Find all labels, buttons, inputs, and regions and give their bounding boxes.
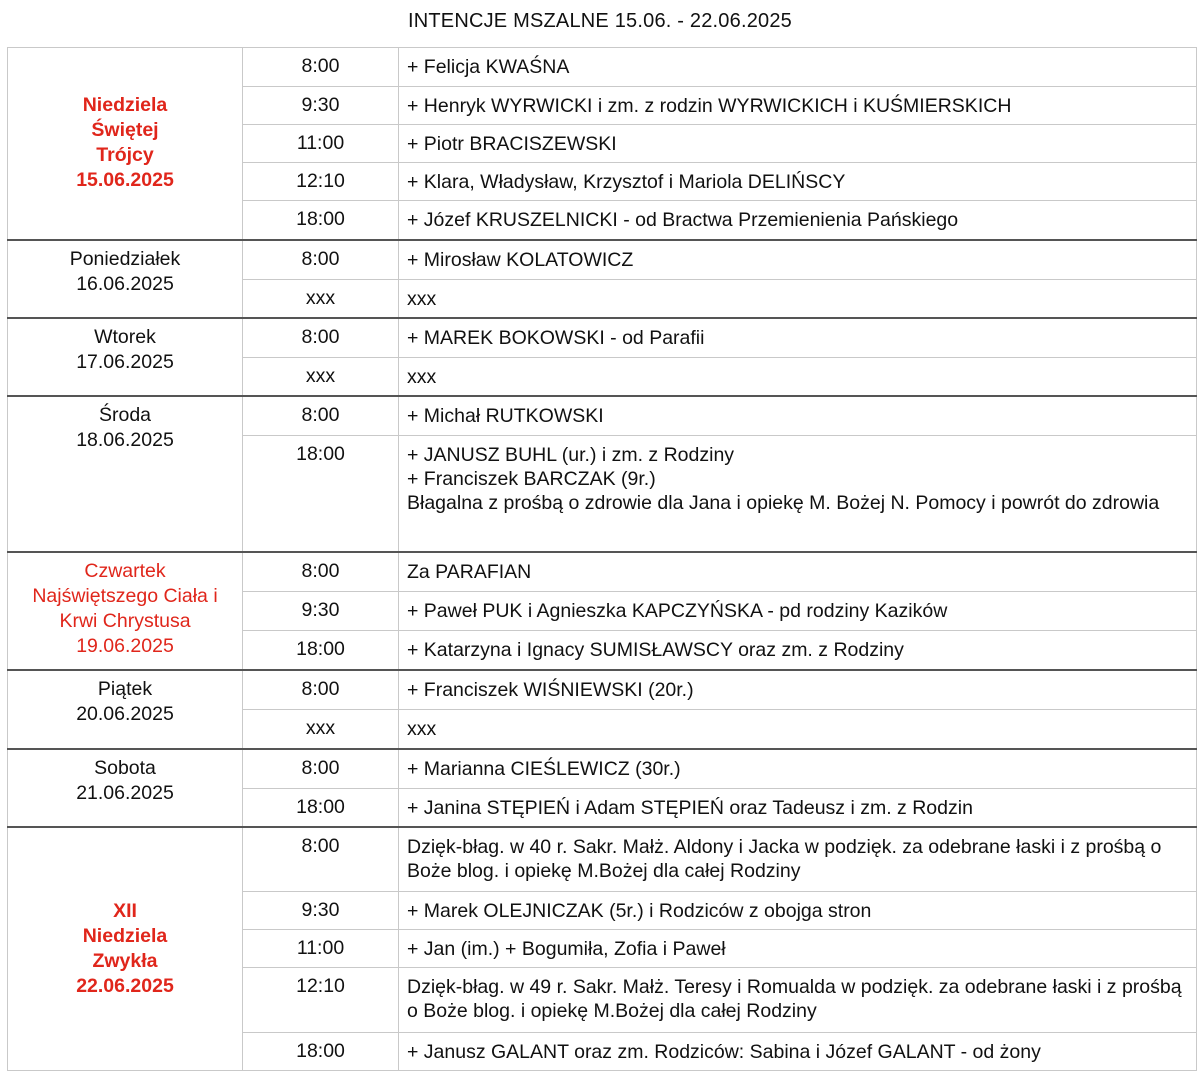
intention-line: Dzięk-błag. w 40 r. Sakr. Małż. Aldony i Jacka w podzięk. za odebrane łaski i z prośbą o Boże blog. i opiekę M.Bożej dla całej Rodziny <box>407 835 1162 882</box>
mass-intention <box>399 710 1197 749</box>
mass-intention <box>399 1033 1197 1071</box>
mass-time: 12:10 <box>243 968 399 1033</box>
mass-intention <box>399 280 1197 318</box>
day-label-line: Trójcy <box>96 144 154 167</box>
table-row <box>8 749 1197 789</box>
mass-time: xxx <box>243 358 399 396</box>
day-label-line: Niedziela <box>82 94 168 117</box>
table-row <box>8 670 1197 710</box>
mass-time: xxx <box>243 710 399 749</box>
intention-line: + Franciszek WIŚNIEWSKI (20r.) <box>407 678 694 701</box>
intention-line: xxx <box>407 288 437 310</box>
intention-line: xxx <box>407 366 437 388</box>
day-date: 18.06.2025 <box>76 428 174 451</box>
mass-time: 8:00 <box>243 318 399 358</box>
mass-intention <box>399 749 1197 789</box>
mass-time: 8:00 <box>243 48 399 87</box>
intention-line: + JANUSZ BUHL (ur.) i zm. z Rodziny <box>407 444 735 466</box>
intention-line: + Piotr BRACISZEWSKI <box>407 133 617 155</box>
mass-time: 12:10 <box>243 163 399 201</box>
intention-line: + Michał RUTKOWSKI <box>407 404 604 427</box>
mass-intention <box>399 552 1197 592</box>
page-title: INTENCJE MSZALNE 15.06. - 22.06.2025 <box>407 10 793 32</box>
mass-intention <box>399 240 1197 280</box>
mass-intention <box>399 631 1197 670</box>
mass-time: 8:00 <box>243 552 399 592</box>
day-date: 19.06.2025 <box>76 634 174 657</box>
mass-time: 8:00 <box>243 749 399 789</box>
mass-time: 18:00 <box>243 789 399 827</box>
table-row <box>8 827 1197 892</box>
mass-intention <box>399 827 1197 892</box>
day-date: 17.06.2025 <box>76 350 174 373</box>
mass-time: 18:00 <box>243 631 399 670</box>
mass-intention <box>399 892 1197 930</box>
mass-intention <box>399 670 1197 710</box>
mass-intention <box>399 968 1197 1033</box>
day-label-line: XII <box>113 899 137 922</box>
mass-intention <box>399 436 1197 552</box>
day-label-line: Środa <box>98 403 152 426</box>
intention-line: + Felicja KWAŚNA <box>407 56 570 78</box>
mass-time: 9:30 <box>243 592 399 631</box>
day-label-line: Krwi Chrystusa <box>59 609 191 632</box>
intention-line: Błagalna z prośbą o zdrowie dla Jana i opiekę M. Bożej N. Pomocy i powrót do zdrowia <box>407 492 1160 514</box>
table-row <box>8 552 1197 592</box>
intention-line: + Marianna CIEŚLEWICZ (30r.) <box>407 757 681 780</box>
day-cell-sunday-ordinary <box>8 827 243 1071</box>
day-cell-friday <box>8 670 243 749</box>
day-label-line: Zwykła <box>92 949 158 972</box>
day-cell-corpus-christi <box>8 552 243 670</box>
day-label-line: Piątek <box>97 677 153 700</box>
intention-line: + MAREK BOKOWSKI - od Parafii <box>407 326 705 349</box>
mass-time: 18:00 <box>243 436 399 552</box>
mass-time: 8:00 <box>243 240 399 280</box>
intention-line: + Klara, Władysław, Krzysztof i Mariola DELIŃSCY <box>407 171 846 193</box>
day-cell-monday <box>8 240 243 318</box>
intention-line: + Paweł PUK i Agnieszka KAPCZYŃSKA - pd rodziny Kazików <box>407 600 948 622</box>
table-row <box>8 318 1197 358</box>
day-label-line: Najświętszego Ciała i <box>32 584 218 607</box>
mass-time: xxx <box>243 280 399 318</box>
mass-time: 9:30 <box>243 87 399 125</box>
intention-line: + Marek OLEJNICZAK (5r.) i Rodziców z obojga stron <box>407 900 872 922</box>
day-cell-tuesday <box>8 318 243 396</box>
mass-intention <box>399 318 1197 358</box>
mass-intention <box>399 201 1197 240</box>
mass-intention <box>399 592 1197 631</box>
intention-line: + Janina STĘPIEŃ i Adam STĘPIEŃ oraz Tadeusz i zm. z Rodzin <box>407 797 973 819</box>
mass-time: 18:00 <box>243 1033 399 1071</box>
mass-intention <box>399 396 1197 436</box>
mass-time: 8:00 <box>243 670 399 710</box>
mass-intention <box>399 163 1197 201</box>
intention-line: Dzięk-błag. w 49 r. Sakr. Małż. Teresy i Romualda w podzięk. za odebrane łaski i z prośbą o Boże blog. i opiekę M.Bożej dla całej Rodziny <box>407 976 1182 1022</box>
table-row <box>8 240 1197 280</box>
day-label-line: Poniedziałek <box>69 247 181 270</box>
day-date: 16.06.2025 <box>76 272 174 295</box>
intention-line: + Józef KRUSZELNICKI - od Bractwa Przemienienia Pańskiego <box>407 209 959 231</box>
mass-time: 9:30 <box>243 892 399 930</box>
intention-line: + Katarzyna i Ignacy SUMISŁAWSCY oraz zm. z Rodziny <box>407 639 904 661</box>
intention-line: + Mirosław KOLATOWICZ <box>407 248 634 271</box>
intentions-table <box>7 47 1197 1071</box>
day-date: 15.06.2025 <box>76 169 174 192</box>
day-label-line: Świętej <box>91 119 159 142</box>
day-label-line: Czwartek <box>84 559 166 582</box>
mass-intention <box>399 48 1197 87</box>
table-row <box>8 48 1197 87</box>
intention-line: xxx <box>407 718 437 740</box>
mass-time: 8:00 <box>243 396 399 436</box>
day-date: 20.06.2025 <box>76 702 174 725</box>
day-cell-saturday <box>8 749 243 827</box>
intention-line: + Franciszek BARCZAK (9r.) <box>407 468 656 490</box>
day-label-line: Niedziela <box>82 924 168 947</box>
day-label-line: Sobota <box>94 756 156 779</box>
day-cell-sunday-trinity <box>8 48 243 240</box>
day-cell-wednesday <box>8 396 243 552</box>
table-row <box>8 396 1197 436</box>
mass-time: 8:00 <box>243 827 399 892</box>
mass-intention <box>399 930 1197 968</box>
mass-time: 18:00 <box>243 201 399 240</box>
intention-line: + Jan (im.) + Bogumiła, Zofia i Paweł <box>407 938 726 960</box>
intention-line: + Henryk WYRWICKI i zm. z rodzin WYRWICKICH i KUŚMIERSKICH <box>407 95 1012 117</box>
mass-intention <box>399 789 1197 827</box>
mass-intention <box>399 358 1197 396</box>
day-date: 21.06.2025 <box>76 781 174 804</box>
mass-intention <box>399 125 1197 163</box>
intention-line: Za PARAFIAN <box>407 560 532 583</box>
day-label-line: Wtorek <box>94 325 156 348</box>
mass-intention <box>399 87 1197 125</box>
mass-time: 11:00 <box>243 930 399 968</box>
intention-line: + Janusz GALANT oraz zm. Rodziców: Sabina i Józef GALANT - od żony <box>407 1041 1041 1063</box>
day-date: 22.06.2025 <box>76 974 174 997</box>
mass-time: 11:00 <box>243 125 399 163</box>
